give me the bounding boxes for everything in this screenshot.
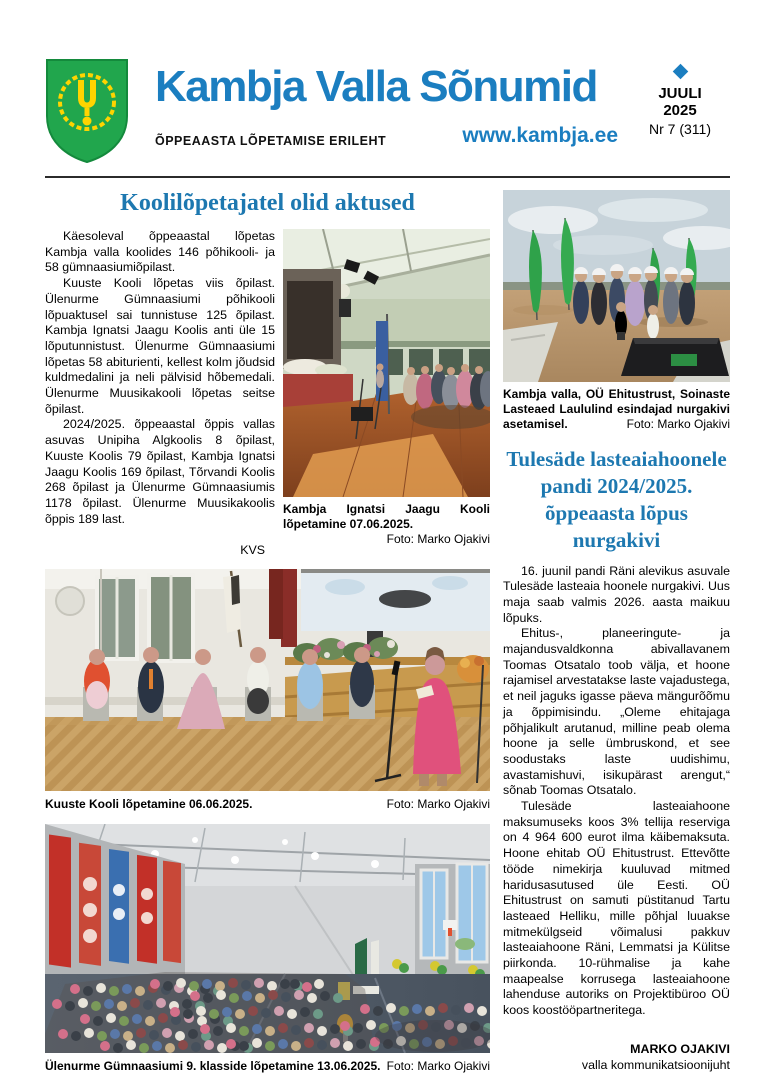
diamond-bullet-icon (672, 64, 688, 80)
photo3-caption (45, 1059, 490, 1073)
paragraph: 16. juunil pandi Räni alevikus asuvale Tulesäde lasteaia hoonele nurgakivi. Uus maja saab valmis 2026. aasta maikuu lõpuks. (503, 563, 730, 625)
photo-credit: Foto: Marko Ojakivi (626, 417, 730, 431)
paper-subtitle: ÕPPEAASTA LÕPETAMISE ERILEHT (155, 134, 387, 149)
photo4-caption (503, 387, 730, 432)
caption-text: Ülenurme Gümnaasiumi 9. klasside lõpetamine 13.06.2025. (45, 1059, 381, 1074)
secondary-article-column (503, 190, 730, 1073)
masthead-center (137, 58, 630, 174)
issue-number: Nr 7 (311) (649, 120, 711, 137)
paragraph: Ehitus-, planeeringute- ja majandusvaldkonna abivallavanem Toomas Otsatalo toob välja, et hoone rajamisel arvestatakse laste vajadustega, et neil jaguks igasse päeva mängurõõmu ja õppimisindu. „Oleme ehitajaga põhjalikult arutanud, milline peab olema hoone ja selle ümbruskond, et see soodustaks laste uudishimu, avastamishuvi, isikupärast arengut,“ sõnab Toomas Otsatalo. (503, 626, 730, 798)
signature-role: valla kommunikatsioonijuht (581, 1057, 730, 1072)
caption-text: Kambja valla, OÜ Ehitustrust, Soinaste Lasteaed Laululind esindajad nurgakivi asetamisel. (503, 387, 730, 431)
paragraph: Käesoleval õppeaastal lõpetas Kambja valla koolides 146 põhikooli- ja 58 gümnaasiumiõpilast. (45, 229, 275, 275)
article-right-body (503, 564, 730, 1019)
article-left-body (45, 229, 275, 557)
photo-credit: Foto: Marko Ojakivi (386, 797, 490, 812)
signature-block (503, 1041, 730, 1073)
article-headline-right: Tulesäde lasteaiahoonele pandi 2024/2025. õppeaasta lõpus nurgakivi (506, 447, 727, 552)
photo1-caption (283, 502, 490, 546)
issue-year: 2025 (663, 102, 697, 120)
photo-kuuste-kooli-graduation (45, 569, 490, 791)
masthead (45, 58, 730, 174)
municipality-coat-of-arms-icon (45, 58, 137, 174)
caption-text: Kuuste Kooli lõpetamine 06.06.2025. (45, 797, 253, 812)
masthead-divider (45, 176, 730, 178)
main-article-column (45, 188, 490, 1073)
article-byline: KVS (240, 543, 265, 558)
issue-month: JUULI (658, 85, 702, 102)
photo-credit: Foto: Marko Ojakivi (386, 1059, 490, 1074)
paragraph: Kuuste Kooli lõpetas viis õpilast. Ülenurme Gümnaasiumi põhikooli lõpuaktusel sai tunnistuse 125 õpilast. Kambja Ignatsi Jaagu Koolis anti üle 15 lõputunnistust. Ülenurme Gümnaasiumi lõpetas 58 abiturienti, kellest kolm jõudsid kuldmedalini ja neli pälvisid hõbemedali. Ülenurme Muusikakooli lõpetas seitse õpilast. (45, 276, 275, 416)
photo-ulenurme-gymnasium-graduation (45, 824, 490, 1053)
signature-name: MARKO OJAKIVI (630, 1041, 730, 1056)
photo2-caption (45, 797, 490, 811)
photo-kambja-ignatsi-jaagu-graduation (283, 229, 490, 497)
paragraph: 2024/2025. õppeaastal õppis vallas asuvas Unipiha Algkoolis 8 õpilast, Kuuste Koolis 79 õpilast, Kambja Ignatsi Jaagu Koolis 169 õpilast, Tõrvandi Koolis 268 õpilast ja Ülenurme Gümnaasiumis 1178 õpilast. Ülenurme Muusikakoolis õppis 189 last. (45, 417, 275, 526)
paragraph: Tulesäde lasteaiahoone maksumuseks koos 3% tellija reserviga on 4 964 600 eurot ilma käibemaksuta. Hoone ehitab OÜ Ehitustrust. Ettevõtte tööde nimekirja kuuluvad mitmed haridusasutused üle Eesti. OÜ Ehitustrust on samuti püstitanud Tartu lasteaed Helliku, mille põhjal luuakse mitmekülgseid võimalusi pakkuv lasteaiahoone Räni, Lemmatsi ja Külitse piirkonda. 10-rühmalise ja kahe maapealse korrusega lasteaiahoone lahenduse autoriks on Projektibüroo OÜ koos koostööpartneritega. (503, 799, 730, 1018)
article-headline-left: Koolilõpetajatel olid aktused (120, 190, 415, 216)
caption-text: Kambja Ignatsi Jaagu Kooli lõpetamine 07.06.2025. (283, 502, 490, 531)
photo-credit: Foto: Marko Ojakivi (386, 532, 490, 546)
issue-info (630, 58, 730, 174)
paper-title: Kambja Valla Sõnumid (155, 62, 597, 111)
website-url: www.kambja.ee (462, 124, 618, 148)
photo-nurgakivi-ceremony (503, 190, 730, 382)
